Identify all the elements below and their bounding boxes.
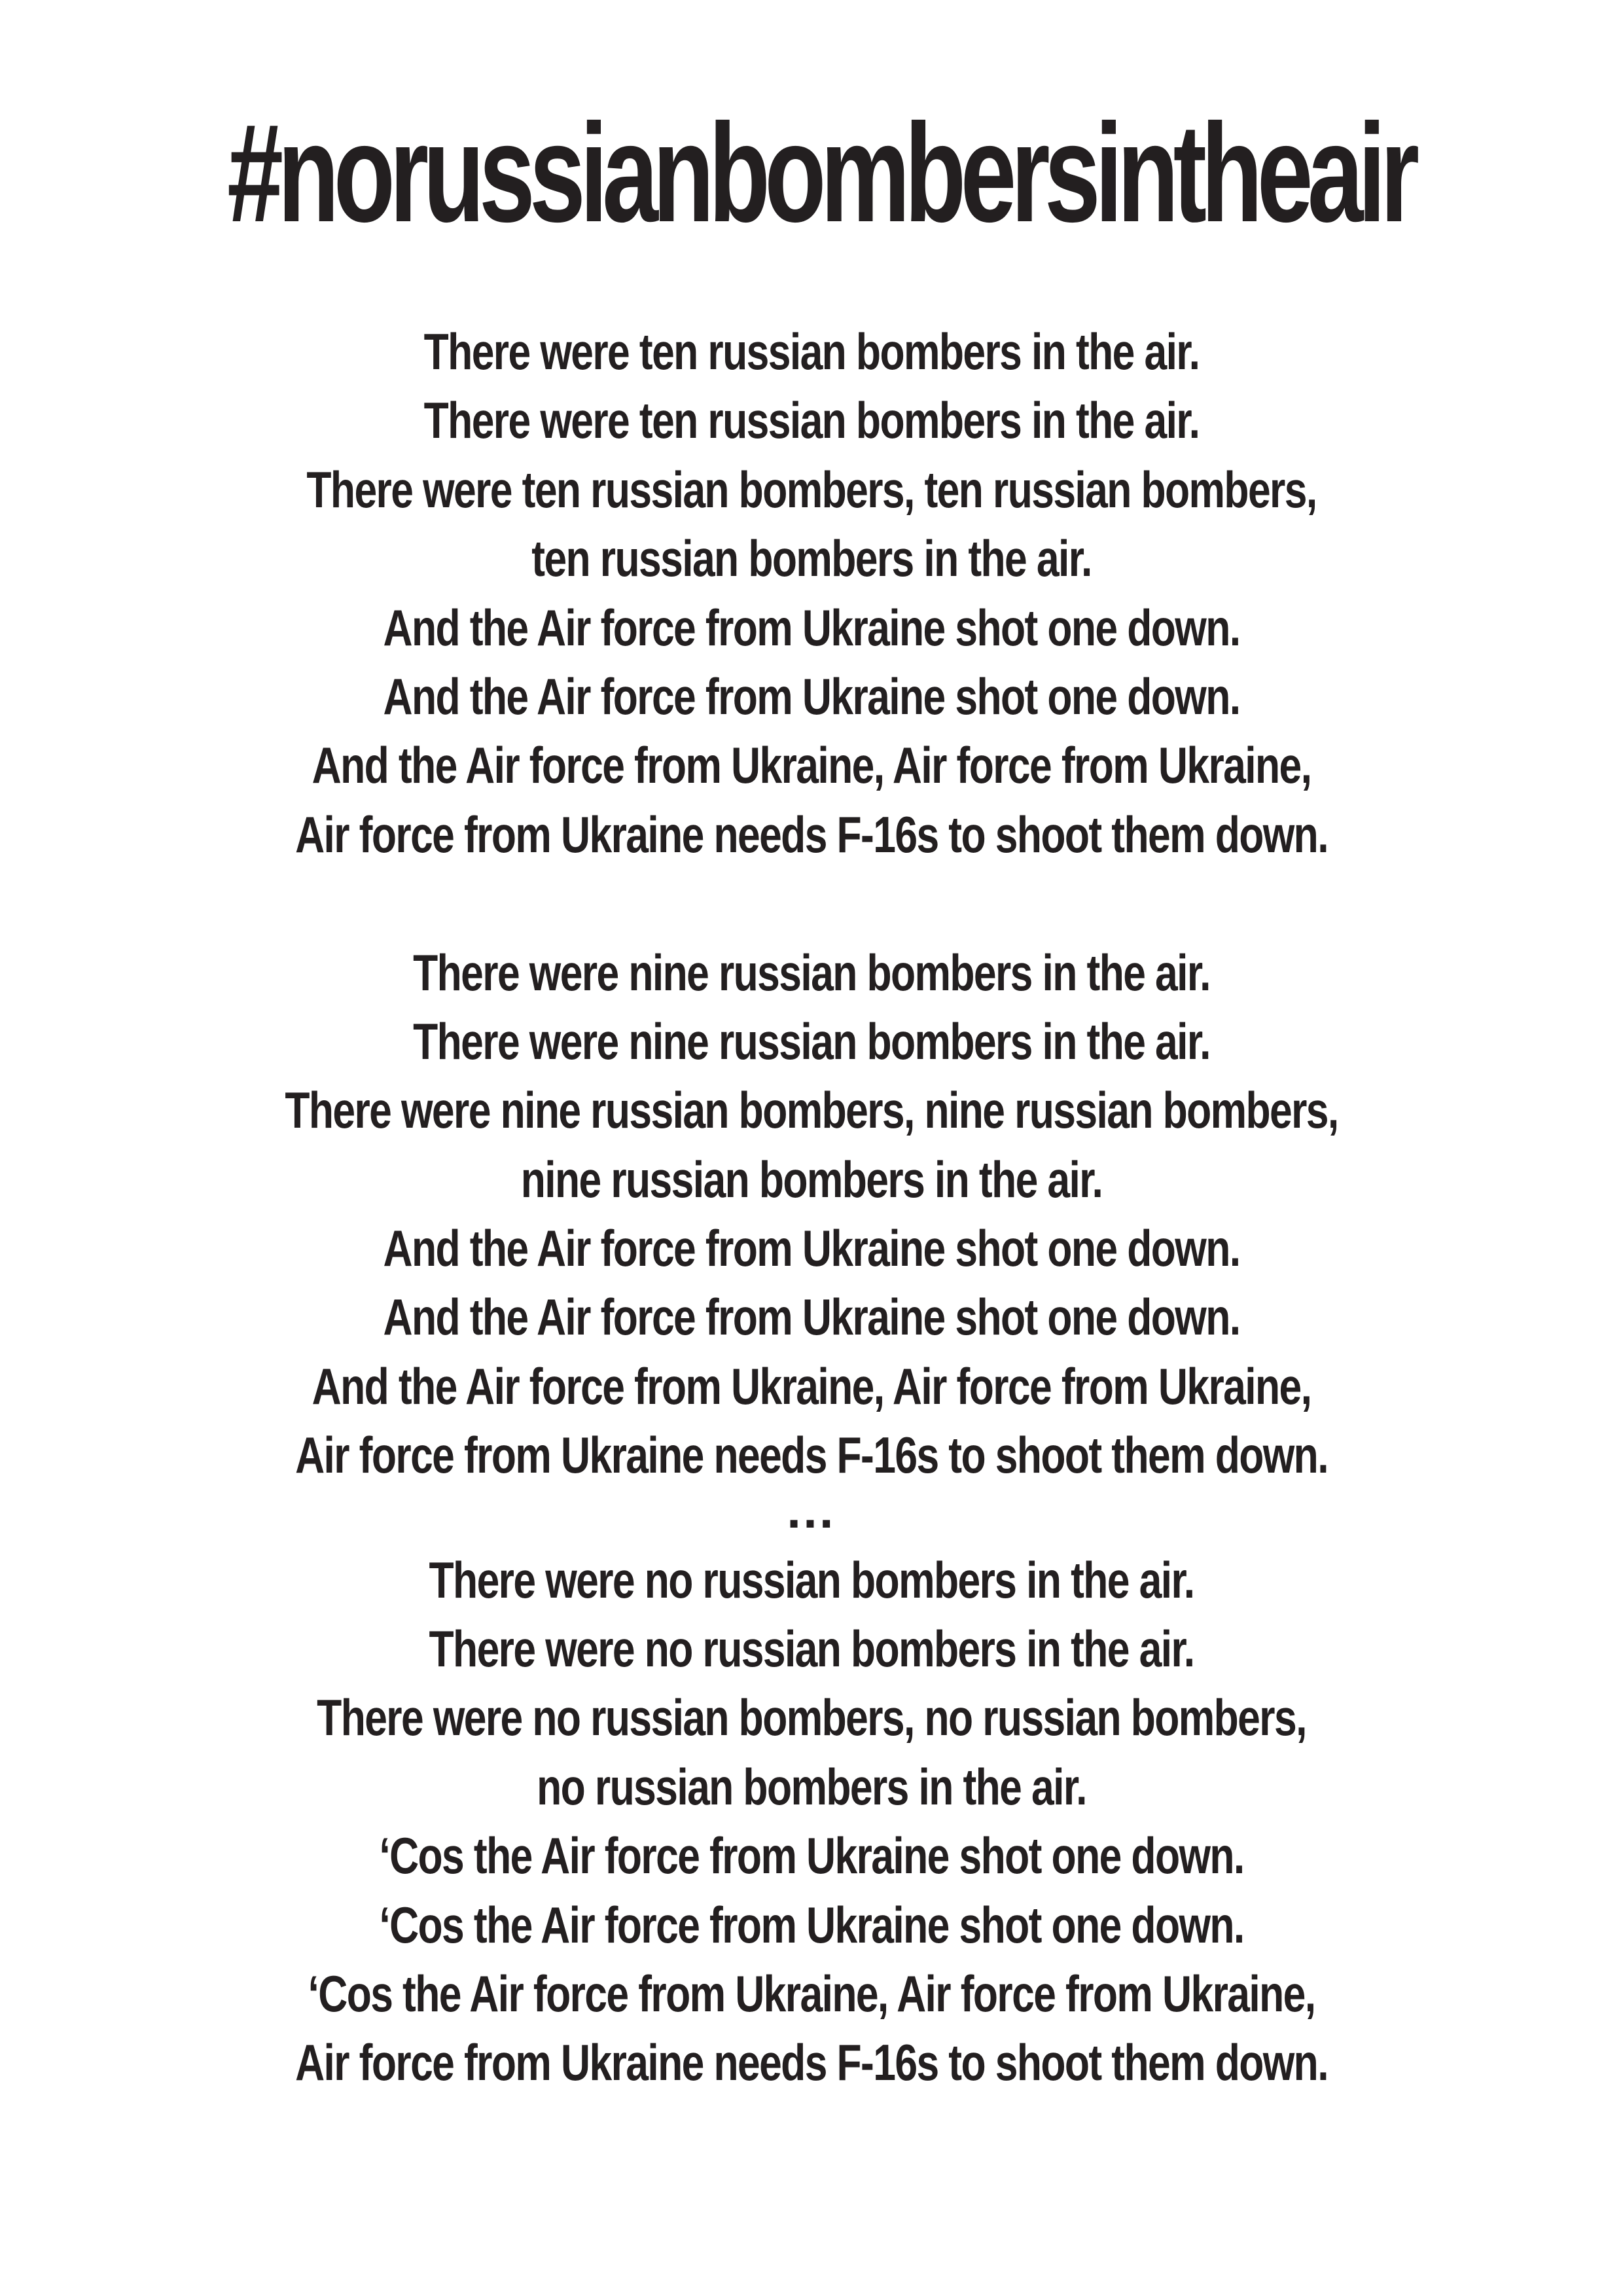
lyric-line: There were no russian bombers in the air. [429, 1551, 1194, 1609]
lyric-line: And the Air force from Ukraine shot one down. [383, 1219, 1240, 1278]
lyric-line: ‘Cos the Air force from Ukraine shot one down. [379, 1827, 1244, 1885]
lyric-line: There were nine russian bombers in the air. [413, 1012, 1210, 1070]
lyric-line: And the Air force from Ukraine shot one down. [383, 598, 1240, 656]
lyric-line: There were no russian bombers in the air. [429, 1620, 1194, 1678]
verse-2 [0, 939, 1623, 1490]
verse-spacer [0, 869, 1623, 938]
lyric-line: And the Air force from Ukraine shot one down. [383, 1288, 1240, 1346]
lyric-line: There were ten russian bombers, ten russian bombers, [306, 460, 1317, 518]
lyric-line: There were nine russian bombers in the air. [413, 943, 1210, 1001]
lyric-line: There were ten russian bombers in the air. [423, 323, 1200, 380]
lyric-line: There were ten russian bombers in the air. [423, 391, 1200, 450]
page-title: #norussianbombersintheair [227, 95, 1414, 251]
lyric-line: no russian bombers in the air. [537, 1757, 1086, 1816]
verse-3 [0, 1546, 1623, 2098]
lyrics [0, 317, 1623, 2098]
verse-1 [0, 317, 1623, 869]
lyric-line: And the Air force from Ukraine, Air force from Ukraine, [312, 1357, 1311, 1415]
ellipsis: … [785, 1480, 838, 1539]
lyric-line: And the Air force from Ukraine, Air force from Ukraine, [312, 736, 1311, 795]
lyric-line: ‘Cos the Air force from Ukraine shot one down. [379, 1895, 1244, 1954]
lyric-line: ‘Cos the Air force from Ukraine, Air force from Ukraine, [308, 1964, 1315, 2022]
lyric-line: Air force from Ukraine needs F-16s to shoot them down. [295, 805, 1328, 863]
lyric-line: Air force from Ukraine needs F-16s to shoot them down. [295, 2034, 1328, 2092]
lyric-line: And the Air force from Ukraine shot one down. [383, 667, 1240, 725]
lyric-line: Air force from Ukraine needs F-16s to shoot them down. [295, 1426, 1328, 1484]
lyric-line: nine russian bombers in the air. [520, 1150, 1103, 1208]
lyric-line: There were no russian bombers, no russian bombers, [317, 1689, 1306, 1747]
lyric-line: ten russian bombers in the air. [531, 529, 1092, 588]
lyric-line: There were nine russian bombers, nine russian bombers, [285, 1081, 1338, 1139]
